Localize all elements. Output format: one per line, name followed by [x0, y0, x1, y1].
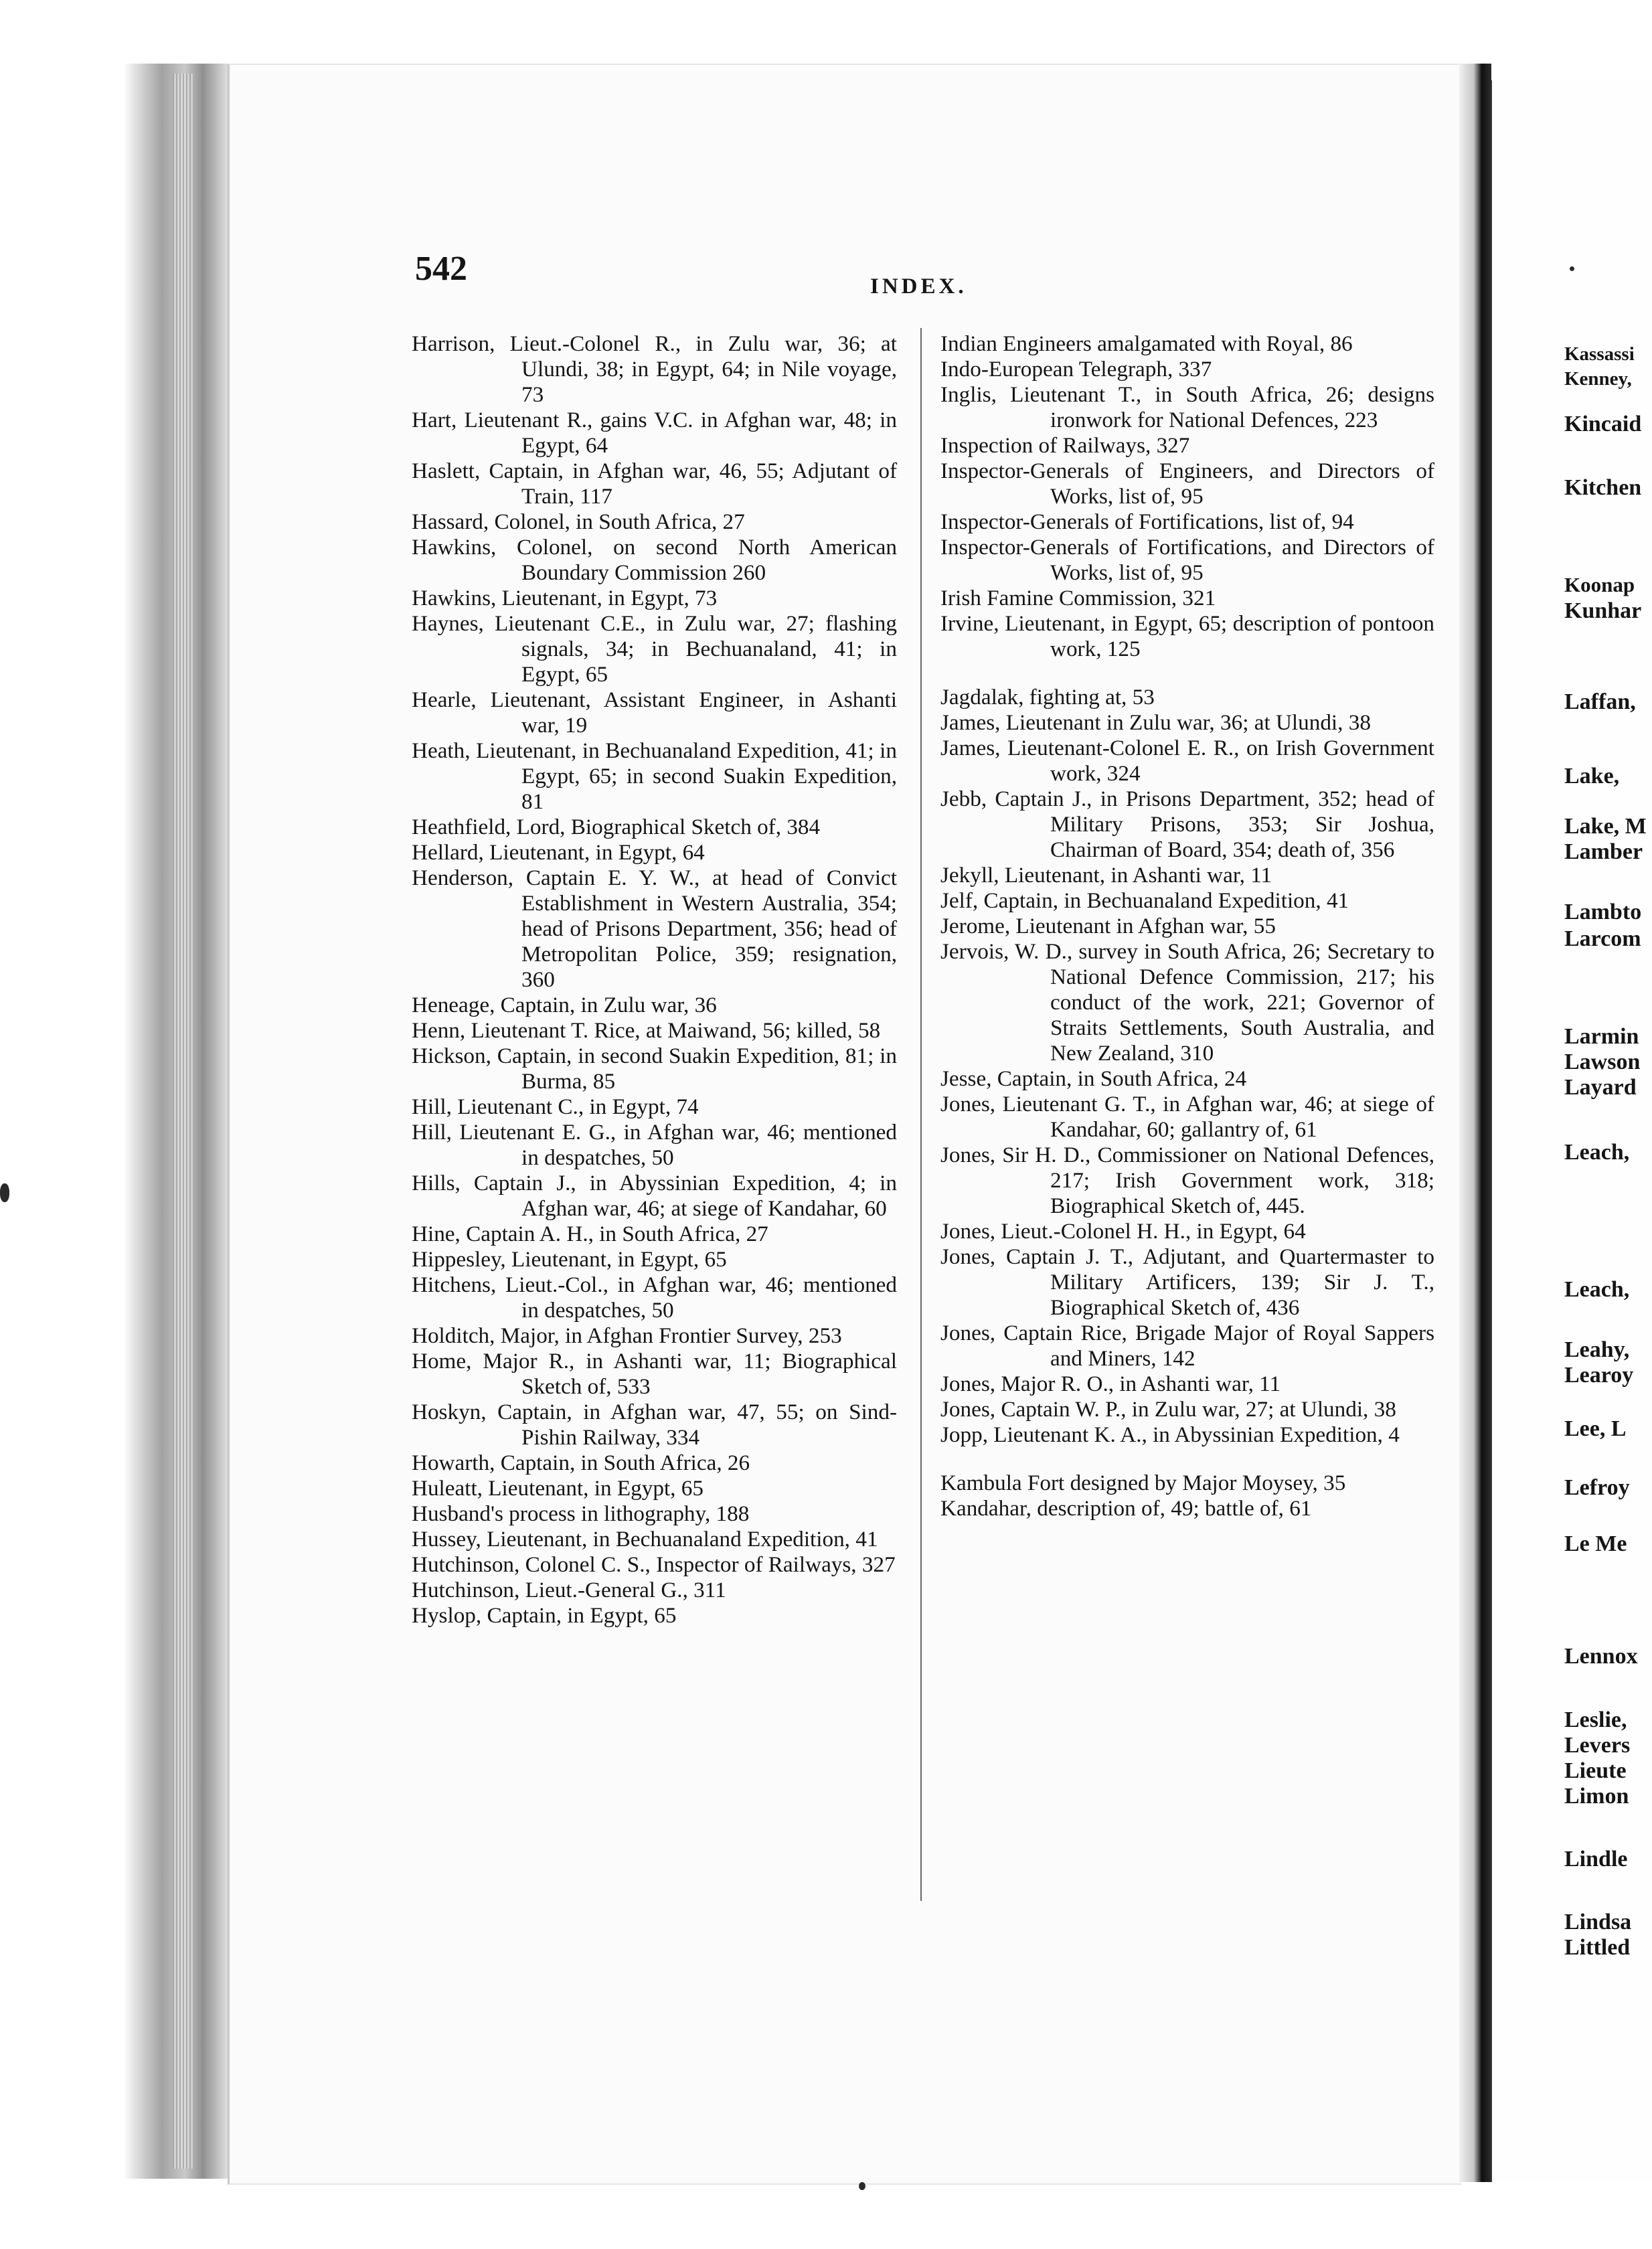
- index-entry: Jervois, W. D., survey in South Africa, 26; Secretary to National Defence Commission, 217; his conduct of the work, 221; Governor of Straits Settlements, South Australia, and New Zealand, 310: [940, 939, 1434, 1066]
- right-page-entry: Lake,: [1564, 764, 1620, 788]
- right-page-entry: Lake, M: [1564, 814, 1647, 839]
- index-entry: Haslett, Captain, in Afghan war, 46, 55; Adjutant of Train, 117: [412, 459, 897, 509]
- right-page-entry: Lindsa: [1564, 1910, 1632, 1934]
- index-entry: Heneage, Captain, in Zulu war, 36: [412, 993, 717, 1017]
- index-entry: Husband's process in lithography, 188: [412, 1501, 750, 1526]
- index-entry: Hickson, Captain, in second Suakin Expedition, 81; in Burma, 85: [412, 1044, 897, 1094]
- index-entry: Kambula Fort designed by Major Moysey, 35: [940, 1471, 1346, 1495]
- index-entry: Hart, Lieutenant R., gains V.C. in Afghan war, 48; in Egypt, 64: [412, 408, 897, 458]
- index-entry: Jerome, Lieutenant in Afghan war, 55: [940, 914, 1276, 938]
- index-entry: Hitchens, Lieut.-Col., in Afghan war, 46; mentioned in despatches, 50: [412, 1272, 897, 1323]
- index-entry: Holditch, Major, in Afghan Frontier Survey, 253: [412, 1323, 842, 1348]
- right-page-entry: Kincaid: [1564, 412, 1642, 436]
- index-entry: Jagdalak, fighting at, 53: [940, 685, 1155, 710]
- column-divider: [920, 328, 922, 1901]
- index-entry: Jones, Captain J. T., Adjutant, and Quartermaster to Military Artificers, 139; Sir J. T., Biographical Sketch of, 436: [940, 1244, 1434, 1320]
- index-entry: Henderson, Captain E. Y. W., at head of Convict Establishment in Western Australia, 354; head of Prisons Department, 356; head of Metropolitan Police, 359; resignation, 360: [412, 865, 897, 992]
- index-entry: Howarth, Captain, in South Africa, 26: [412, 1450, 750, 1475]
- right-page-entry: Kassassi: [1564, 343, 1635, 365]
- right-page-entry: Larmin: [1564, 1024, 1639, 1049]
- index-entry: Jekyll, Lieutenant, in Ashanti war, 11: [940, 863, 1272, 888]
- index-entry: Jones, Sir H. D., Commissioner on National Defences, 217; Irish Government work, 318; Biographical Sketch of, 445.: [940, 1143, 1434, 1218]
- index-entry: Jones, Major R. O., in Ashanti war, 11: [940, 1371, 1281, 1396]
- index-entry: Indo-European Telegraph, 337: [940, 357, 1212, 382]
- index-entry: Kandahar, description of, 49; battle of, 61: [940, 1496, 1312, 1521]
- right-page-entry: Lee, L: [1564, 1416, 1627, 1441]
- index-entry: Jopp, Lieutenant K. A., in Abyssinian Expedition, 4: [940, 1422, 1400, 1447]
- right-page-entry: Littled: [1564, 1935, 1631, 1960]
- index-entry: Hill, Lieutenant C., in Egypt, 74: [412, 1094, 699, 1119]
- right-page-entry: Leach,: [1564, 1277, 1630, 1302]
- index-entry: Jesse, Captain, in South Africa, 24: [940, 1066, 1247, 1091]
- index-entry: Inspection of Railways, 327: [940, 433, 1190, 458]
- right-page-entry: Kunhar: [1564, 598, 1642, 623]
- right-page-entry: Lambto: [1564, 900, 1642, 924]
- index-entry: Henn, Lieutenant T. Rice, at Maiwand, 56; killed, 58: [412, 1018, 881, 1043]
- right-page-entry: Levers: [1564, 1733, 1631, 1758]
- index-entry: Irvine, Lieutenant, in Egypt, 65; description of pontoon work, 125: [940, 611, 1434, 661]
- index-entry: Inspector-Generals of Engineers, and Directors of Works, list of, 95: [940, 459, 1434, 509]
- right-page-entry: Layard: [1564, 1075, 1637, 1100]
- index-entry: Jelf, Captain, in Bechuanaland Expedition, 41: [940, 888, 1349, 913]
- right-page-entry: Lennox: [1564, 1644, 1638, 1669]
- index-entry: Hippesley, Lieutenant, in Egypt, 65: [412, 1247, 727, 1272]
- index-entry: Harrison, Lieut.-Colonel R., in Zulu war, 36; at Ulundi, 38; in Egypt, 64; in Nile voyage, 73: [412, 331, 897, 407]
- right-page-entry: Larcom: [1564, 926, 1641, 951]
- page-number: 542: [415, 250, 467, 288]
- index-entry: Jones, Captain W. P., in Zulu war, 27; at Ulundi, 38: [940, 1397, 1396, 1422]
- index-entry: Hawkins, Lieutenant, in Egypt, 73: [412, 586, 718, 610]
- index-entry: Indian Engineers amalgamated with Royal, 86: [940, 331, 1353, 356]
- index-entry: Hussey, Lieutenant, in Bechuanaland Expedition, 41: [412, 1527, 878, 1552]
- index-entry: Hassard, Colonel, in South Africa, 27: [412, 509, 745, 534]
- right-page-entry: Learoy: [1564, 1363, 1634, 1388]
- index-entry: Inspector-Generals of Fortifications, list of, 94: [940, 509, 1354, 534]
- right-page-entry: Leahy,: [1564, 1337, 1630, 1362]
- index-entry: Hutchinson, Lieut.-General G., 311: [412, 1578, 726, 1602]
- index-entry: Inglis, Lieutenant T., in South Africa, 26; designs ironwork for National Defences, 223: [940, 382, 1434, 432]
- index-entry: Hearle, Lieutenant, Assistant Engineer, in Ashanti war, 19: [412, 687, 897, 738]
- scan-speck: [0, 1183, 9, 1202]
- right-page-entry: Lefroy: [1564, 1475, 1630, 1500]
- right-page-entry: Koonap: [1564, 573, 1635, 596]
- index-entry: Hutchinson, Colonel C. S., Inspector of Railways, 327: [412, 1552, 896, 1577]
- right-page-entry: Limon: [1564, 1784, 1629, 1809]
- scan-speck: [859, 2182, 865, 2190]
- index-entry: Irish Famine Commission, 321: [940, 586, 1216, 610]
- page-edges: [173, 74, 193, 2169]
- index-entry: Inspector-Generals of Fortifications, and Directors of Works, list of, 95: [940, 535, 1434, 585]
- index-entry: Hellard, Lieutenant, in Egypt, 64: [412, 840, 705, 865]
- index-entry: Jebb, Captain J., in Prisons Department, 352; head of Military Prisons, 353; Sir Joshua, Chairman of Board, 354; death of, 356: [940, 786, 1434, 862]
- index-entry: Heath, Lieutenant, in Bechuanaland Expedition, 41; in Egypt, 65; in second Suakin Expedition, 81: [412, 738, 897, 814]
- right-page-entry: Leach,: [1564, 1140, 1630, 1165]
- index-entry: Heathfield, Lord, Biographical Sketch of, 384: [412, 815, 821, 839]
- right-page-entry: Kenney,: [1564, 368, 1632, 390]
- right-page-entry: Lieute: [1564, 1758, 1627, 1783]
- running-head: INDEX.: [870, 274, 967, 299]
- index-entry: Jones, Lieut.-Colonel H. H., in Egypt, 64: [940, 1219, 1306, 1244]
- right-page-entry: Leslie,: [1564, 1707, 1627, 1732]
- index-entry: Huleatt, Lieutenant, in Egypt, 65: [412, 1476, 704, 1501]
- index-entry: Jones, Lieutenant G. T., in Afghan war, 46; at siege of Kandahar, 60; gallantry of, 61: [940, 1092, 1434, 1142]
- index-entry: Hill, Lieutenant E. G., in Afghan war, 46; mentioned in despatches, 50: [412, 1120, 897, 1170]
- right-page-entry: Lamber: [1564, 839, 1643, 864]
- index-entry: Hills, Captain J., in Abyssinian Expedition, 4; in Afghan war, 46; at siege of Kandahar, 60: [412, 1171, 897, 1221]
- index-entry: Hoskyn, Captain, in Afghan war, 47, 55; on Sind-Pishin Railway, 334: [412, 1400, 897, 1450]
- index-entry: James, Lieutenant-Colonel E. R., on Irish Government work, 324: [940, 736, 1434, 786]
- index-left-column: [412, 331, 897, 1629]
- gutter-shadow: [1459, 64, 1491, 2182]
- index-right-column: [940, 331, 1434, 1521]
- index-entry: Hawkins, Colonel, on second North American Boundary Commission 260: [412, 535, 897, 585]
- index-entry: Home, Major R., in Ashanti war, 11; Biographical Sketch of, 533: [412, 1349, 897, 1399]
- index-entry: Jones, Captain Rice, Brigade Major of Royal Sappers and Miners, 142: [940, 1321, 1434, 1371]
- index-entry: James, Lieutenant in Zulu war, 36; at Ulundi, 38: [940, 710, 1371, 735]
- index-entry: Hyslop, Captain, in Egypt, 65: [412, 1603, 677, 1628]
- index-entry: Hine, Captain A. H., in South Africa, 27: [412, 1222, 768, 1246]
- right-page-entry: Laffan,: [1564, 689, 1636, 714]
- right-page-entry: Le Me: [1564, 1531, 1627, 1556]
- right-page-entry: Kitchen: [1564, 475, 1642, 500]
- right-page-entry: Lawson: [1564, 1050, 1641, 1074]
- scan-speck: [1570, 266, 1574, 271]
- right-book-page-fragment: [1491, 80, 1652, 2182]
- index-entry: Haynes, Lieutenant C.E., in Zulu war, 27; flashing signals, 34; in Bechuanaland, 41; in Egypt, 65: [412, 611, 897, 687]
- right-page-entry: Lindle: [1564, 1847, 1628, 1871]
